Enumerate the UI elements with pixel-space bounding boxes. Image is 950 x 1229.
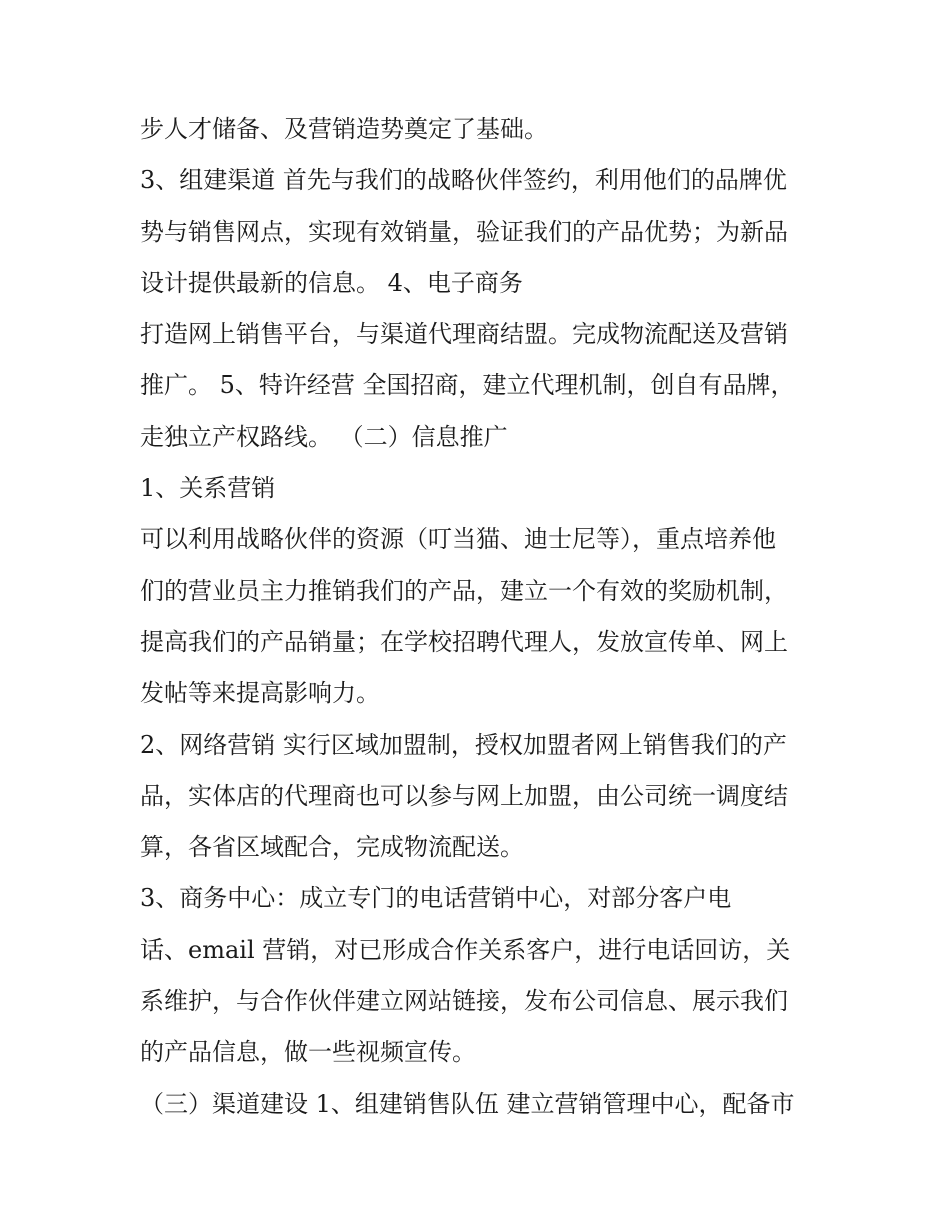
- text-line: 提高我们的产品销量；在学校招聘代理人，发放宣传单、网上: [140, 627, 788, 656]
- text-line: 1、关系营销: [140, 474, 276, 503]
- text-line: （三）渠道建设 1、组建销售队伍 建立营销管理中心，配备市: [140, 1089, 795, 1118]
- text-line: 话、email 营销，对已形成合作关系客户，进行电话回访，关: [140, 935, 791, 964]
- text-line: 算，各省区域配合，完成物流配送。: [140, 833, 524, 862]
- text-line: 打造网上销售平台，与渠道代理商结盟。完成物流配送及营销: [140, 320, 788, 349]
- text-line: 步人才储备、及营销造势奠定了基础。: [140, 115, 548, 143]
- text-line: 走独立产权路线。 （二）信息推广: [140, 422, 508, 451]
- text-line: 的产品信息，做一些视频宣传。: [140, 1038, 476, 1067]
- text-line: 可以利用战略伙伴的资源（叮当猫、迪士尼等），重点培养他: [140, 525, 776, 554]
- text-line: 品，实体店的代理商也可以参与网上加盟，由公司统一调度结: [140, 781, 788, 810]
- text-line: 们的营业员主力推销我们的产品，建立一个有效的奖励机制，: [140, 576, 788, 605]
- text-line: 势与销售网点，实现有效销量，验证我们的产品优势；为新品: [140, 217, 788, 246]
- text-line: 推广。 5、特许经营 全国招商，建立代理机制，创自有品牌，: [140, 371, 795, 400]
- text-line: 系维护，与合作伙伴建立网站链接，发布公司信息、展示我们: [140, 987, 788, 1016]
- text-line: 3、组建渠道 首先与我们的战略伙伴签约，利用他们的品牌优: [140, 166, 787, 195]
- document-body: [140, 104, 820, 1130]
- text-line: 2、网络营销 实行区域加盟制，授权加盟者网上销售我们的产: [140, 730, 787, 759]
- text-line: 设计提供最新的信息。 4、电子商务: [140, 268, 523, 297]
- text-line: 发帖等来提高影响力。: [140, 679, 380, 708]
- text-line: 3、商务中心：成立专门的电话营销中心，对部分客户电: [140, 884, 732, 913]
